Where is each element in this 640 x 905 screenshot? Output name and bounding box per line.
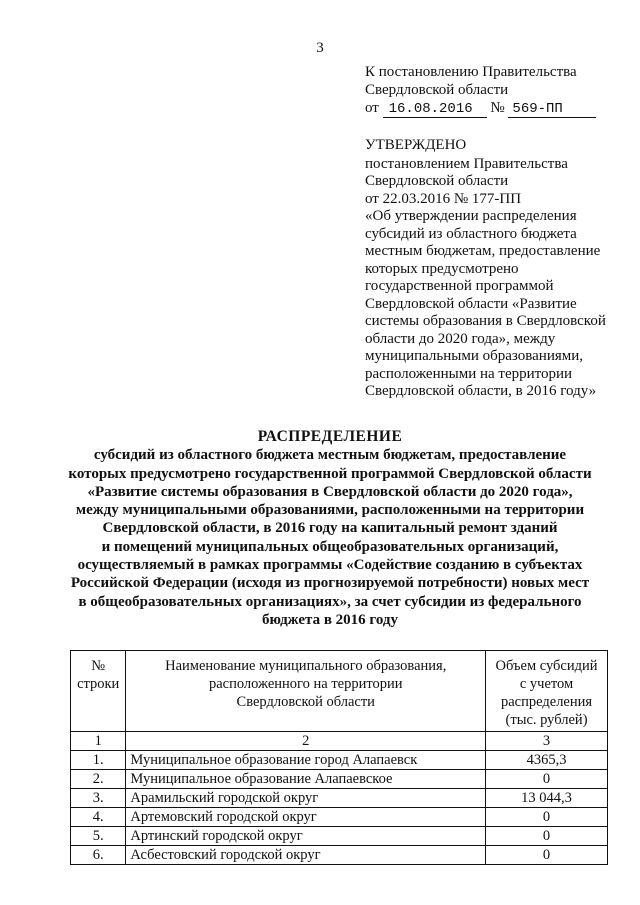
approved-line: местным бюджетам, предоставление	[365, 243, 601, 259]
heading-line: которых предусмотрено государственной программой Свердловской области	[68, 465, 592, 482]
reference-block	[365, 63, 596, 118]
approved-line: Свердловской области, в 2016 году»	[365, 383, 597, 399]
from-label: от	[365, 100, 379, 116]
approved-line: субсидий из областного бюджета	[365, 225, 577, 242]
row-value: 4365,3	[486, 751, 608, 770]
row-num: 3.	[71, 789, 126, 808]
header-num-line: строки	[77, 676, 120, 692]
reference-date-line	[365, 99, 596, 118]
table-row	[71, 751, 608, 770]
approved-line: «Об утверждении распределения	[365, 208, 577, 224]
row-name: Муниципальное образование Алапаевское	[126, 770, 486, 789]
distribution-table	[70, 650, 608, 865]
row-name: Артемовский городской округ	[126, 808, 486, 827]
approved-line: области до 2020 года», между	[365, 330, 556, 347]
page-number: 3	[316, 40, 324, 56]
row-value: 13 044,3	[486, 789, 608, 808]
row-num: 4.	[71, 808, 126, 827]
approved-title: УТВЕРЖДЕНО	[365, 137, 467, 153]
header-name-line: расположенного на территории	[208, 676, 403, 692]
approved-line: системы образования в Свердловской	[365, 313, 606, 329]
row-name: Артинский городской округ	[126, 827, 486, 846]
resolution-number: 569-ПП	[508, 102, 596, 118]
row-num: 2.	[71, 770, 126, 789]
row-name: Арамильский городской округ	[126, 789, 486, 808]
approved-line: расположенными на территории	[365, 365, 573, 382]
table-row	[71, 770, 608, 789]
column-number-row	[71, 732, 608, 751]
approved-line: муниципальными образованиями,	[365, 348, 584, 364]
approved-line: постановлением Правительства	[365, 155, 568, 172]
header-value	[486, 651, 608, 732]
table-row	[71, 846, 608, 865]
row-value: 0	[486, 808, 608, 827]
heading-line: субсидий из областного бюджета местным бюджетам, предоставление	[93, 447, 567, 464]
row-value: 0	[486, 770, 608, 789]
row-value: 0	[486, 827, 608, 846]
table-row	[71, 808, 608, 827]
heading-line: в общеобразовательных организациях», за счет субсидии из федерального	[78, 593, 582, 610]
resolution-date: 16.08.2016	[383, 102, 487, 118]
header-num-line: №	[91, 658, 106, 674]
column-number: 2	[126, 732, 486, 751]
heading-line: бюджета в 2016 году	[261, 611, 399, 628]
header-name	[126, 651, 486, 732]
document-heading	[60, 428, 600, 629]
reference-line-1: К постановлению Правительства	[365, 64, 577, 80]
heading-line: «Развитие системы образования в Свердловской области до 2020 года»,	[87, 483, 573, 500]
approved-line: которых предусмотрено	[365, 260, 519, 277]
approved-line: от 22.03.2016 № 177-ПП	[365, 190, 522, 207]
row-num: 6.	[71, 846, 126, 865]
heading-title: РАСПРЕДЕЛЕНИЕ	[257, 428, 403, 445]
number-label: №	[490, 100, 505, 116]
heading-line: и помещений муниципальных общеобразовательных организаций,	[101, 538, 559, 555]
row-num: 5.	[71, 827, 126, 846]
header-value-line: распределения	[501, 694, 593, 710]
row-name: Асбестовский городской округ	[126, 846, 486, 865]
heading-line: Российской Федерации (исходя из прогнозируемой потребности) новых мест	[70, 575, 590, 592]
row-num: 1.	[71, 751, 126, 770]
header-name-line: Свердловской области	[236, 694, 375, 710]
approved-line: Свердловской области «Развитие	[365, 295, 577, 312]
row-name: Муниципальное образование город Алапаевск	[126, 751, 486, 770]
header-value-line: с учетом	[519, 676, 574, 692]
column-number: 3	[486, 732, 608, 751]
header-name-line: Наименование муниципального образования,	[165, 658, 447, 674]
approved-block	[365, 137, 615, 401]
heading-line: Свердловской области, в 2016 году на капитальный ремонт зданий	[102, 520, 558, 537]
row-value: 0	[486, 846, 608, 865]
reference-line-2: Свердловской области	[365, 82, 509, 98]
header-value-line: Объем субсидий	[495, 658, 598, 674]
table-row	[71, 789, 608, 808]
approved-line: Свердловской области	[365, 173, 509, 189]
heading-line: осуществляемый в рамках программы «Содействие созданию в субъектах	[77, 557, 583, 574]
header-value-line: (тыс. рублей)	[505, 712, 588, 728]
table-row	[71, 827, 608, 846]
heading-line: между муниципальными образованиями, расположенными на территории	[75, 502, 585, 519]
approved-line: государственной программой	[365, 278, 554, 294]
table-header-row	[71, 651, 608, 732]
column-number: 1	[71, 732, 126, 751]
header-num	[71, 651, 126, 732]
